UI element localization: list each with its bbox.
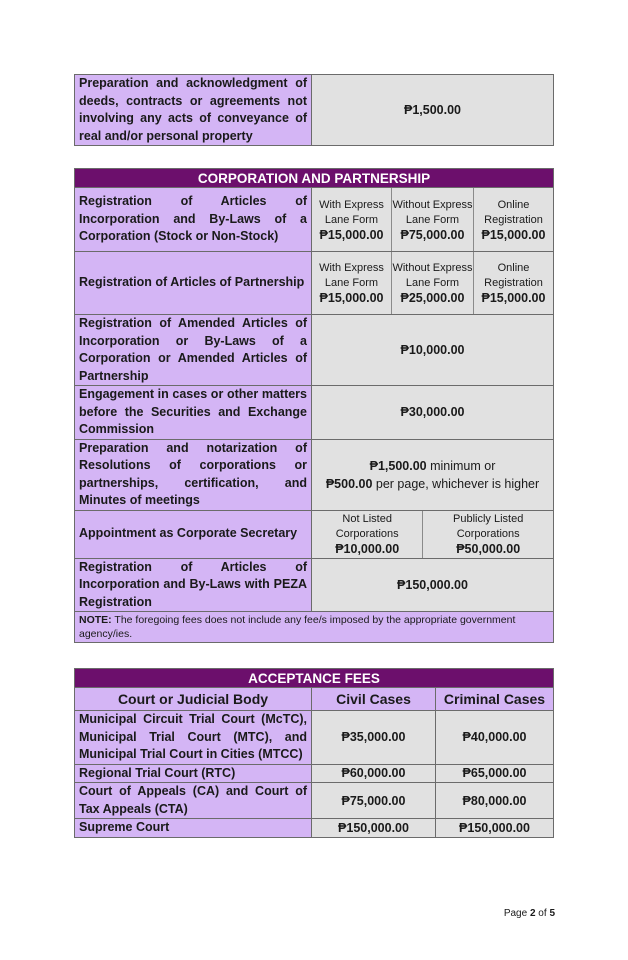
table-row [75,819,554,838]
court-name: Court of Appeals (CA) and Court of Tax Appeals (CTA) [75,783,312,819]
court-name: Regional Trial Court (RTC) [75,764,312,783]
option-caption: Publicly Listed Corporations [453,513,524,540]
note-label: NOTE: [79,614,112,626]
civil-fee: ₱35,000.00 [312,711,436,765]
table-row [75,764,554,783]
option-caption: Online Registration [484,262,543,289]
criminal-fee: ₱40,000.00 [436,711,554,765]
fee-options [312,188,554,252]
option-amount: ₱75,000.00 [400,227,465,242]
fee-min-text: minimum or [426,458,496,473]
page-total: 5 [549,908,555,919]
fee-amount: ₱30,000.00 [312,386,554,440]
section-title: CORPORATION AND PARTNERSHIP [75,169,554,188]
fee-label: Registration of Articles of Partnership [75,252,312,315]
fee-options [312,510,554,558]
column-header-court: Court or Judicial Body [75,688,312,711]
option-amount: ₱25,000.00 [400,291,465,305]
fee-text [312,439,554,510]
table-row [75,711,554,765]
criminal-fee: ₱80,000.00 [436,783,554,819]
fee-options [312,252,554,315]
fee-note [75,612,554,643]
criminal-fee: ₱150,000.00 [436,819,554,838]
court-name: Supreme Court [75,819,312,838]
table-row [75,783,554,819]
option-caption: With Express Lane Form [319,198,384,226]
acceptance-fees-table [74,668,554,838]
page-word: Page [503,908,530,919]
civil-fee: ₱150,000.00 [312,819,436,838]
option-caption: Online Registration [484,198,543,226]
option-caption: With Express Lane Form [319,262,384,289]
page-number [504,908,555,919]
option-amount: ₱15,000.00 [481,227,546,242]
column-header-civil: Civil Cases [312,688,436,711]
fee-amount: ₱10,000.00 [312,315,554,386]
fee-amount: ₱150,000.00 [312,558,554,612]
fee-label: Registration of Amended Articles of Incorporation or By-Laws of a Corporation or Amended Articles of Partnership [75,315,312,386]
section-title: ACCEPTANCE FEES [75,669,554,688]
corporation-partnership-table [74,168,554,643]
civil-fee: ₱60,000.00 [312,764,436,783]
column-header-criminal: Criminal Cases [436,688,554,711]
court-name: Municipal Circuit Trial Court (McTC), Municipal Trial Court (MTC), and Municipal Trial Court in Cities (MTCC) [75,711,312,765]
option-amount: ₱10,000.00 [335,542,400,556]
fee-min-amount: ₱1,500.00 [369,458,427,473]
fee-label: Registration of Articles of Incorporation and By-Laws of a Corporation (Stock or Non-Stock) [75,188,312,252]
option-caption: Without Express Lane Form [392,198,473,226]
option-caption: Not Listed Corporations [335,513,399,540]
option-amount: ₱15,000.00 [319,291,384,305]
criminal-fee: ₱65,000.00 [436,764,554,783]
fee-label: Engagement in cases or other matters before the Securities and Exchange Commission [75,386,312,440]
option-amount: ₱15,000.00 [481,291,546,305]
option-amount: ₱50,000.00 [456,542,521,556]
fee-amount: ₱1,500.00 [312,75,554,146]
page-current: 2 [529,908,536,919]
top-fee-table [74,74,554,146]
fee-label: Preparation and notarization of Resolutions of corporations or partnerships, certification, and Minutes of meetings [75,439,312,510]
option-amount: ₱15,000.00 [319,227,384,242]
fee-label: Registration of Articles of Incorporation and By-Laws with PEZA Registration [75,558,312,612]
fee-label: Appointment as Corporate Secretary [75,510,312,558]
of-word: of [535,908,550,919]
note-text: The foregoing fees does not include any fee/s imposed by the appropriate government agency/ies. [79,614,516,640]
option-caption: Without Express Lane Form [392,262,473,289]
fee-label: Preparation and acknowledgment of deeds, contracts or agreements not involving any acts of conveyance of real and/or personal property [75,75,312,146]
fee-page-amount: ₱500.00 [325,476,373,491]
civil-fee: ₱75,000.00 [312,783,436,819]
fee-page-text: per page, whichever is higher [372,476,540,491]
